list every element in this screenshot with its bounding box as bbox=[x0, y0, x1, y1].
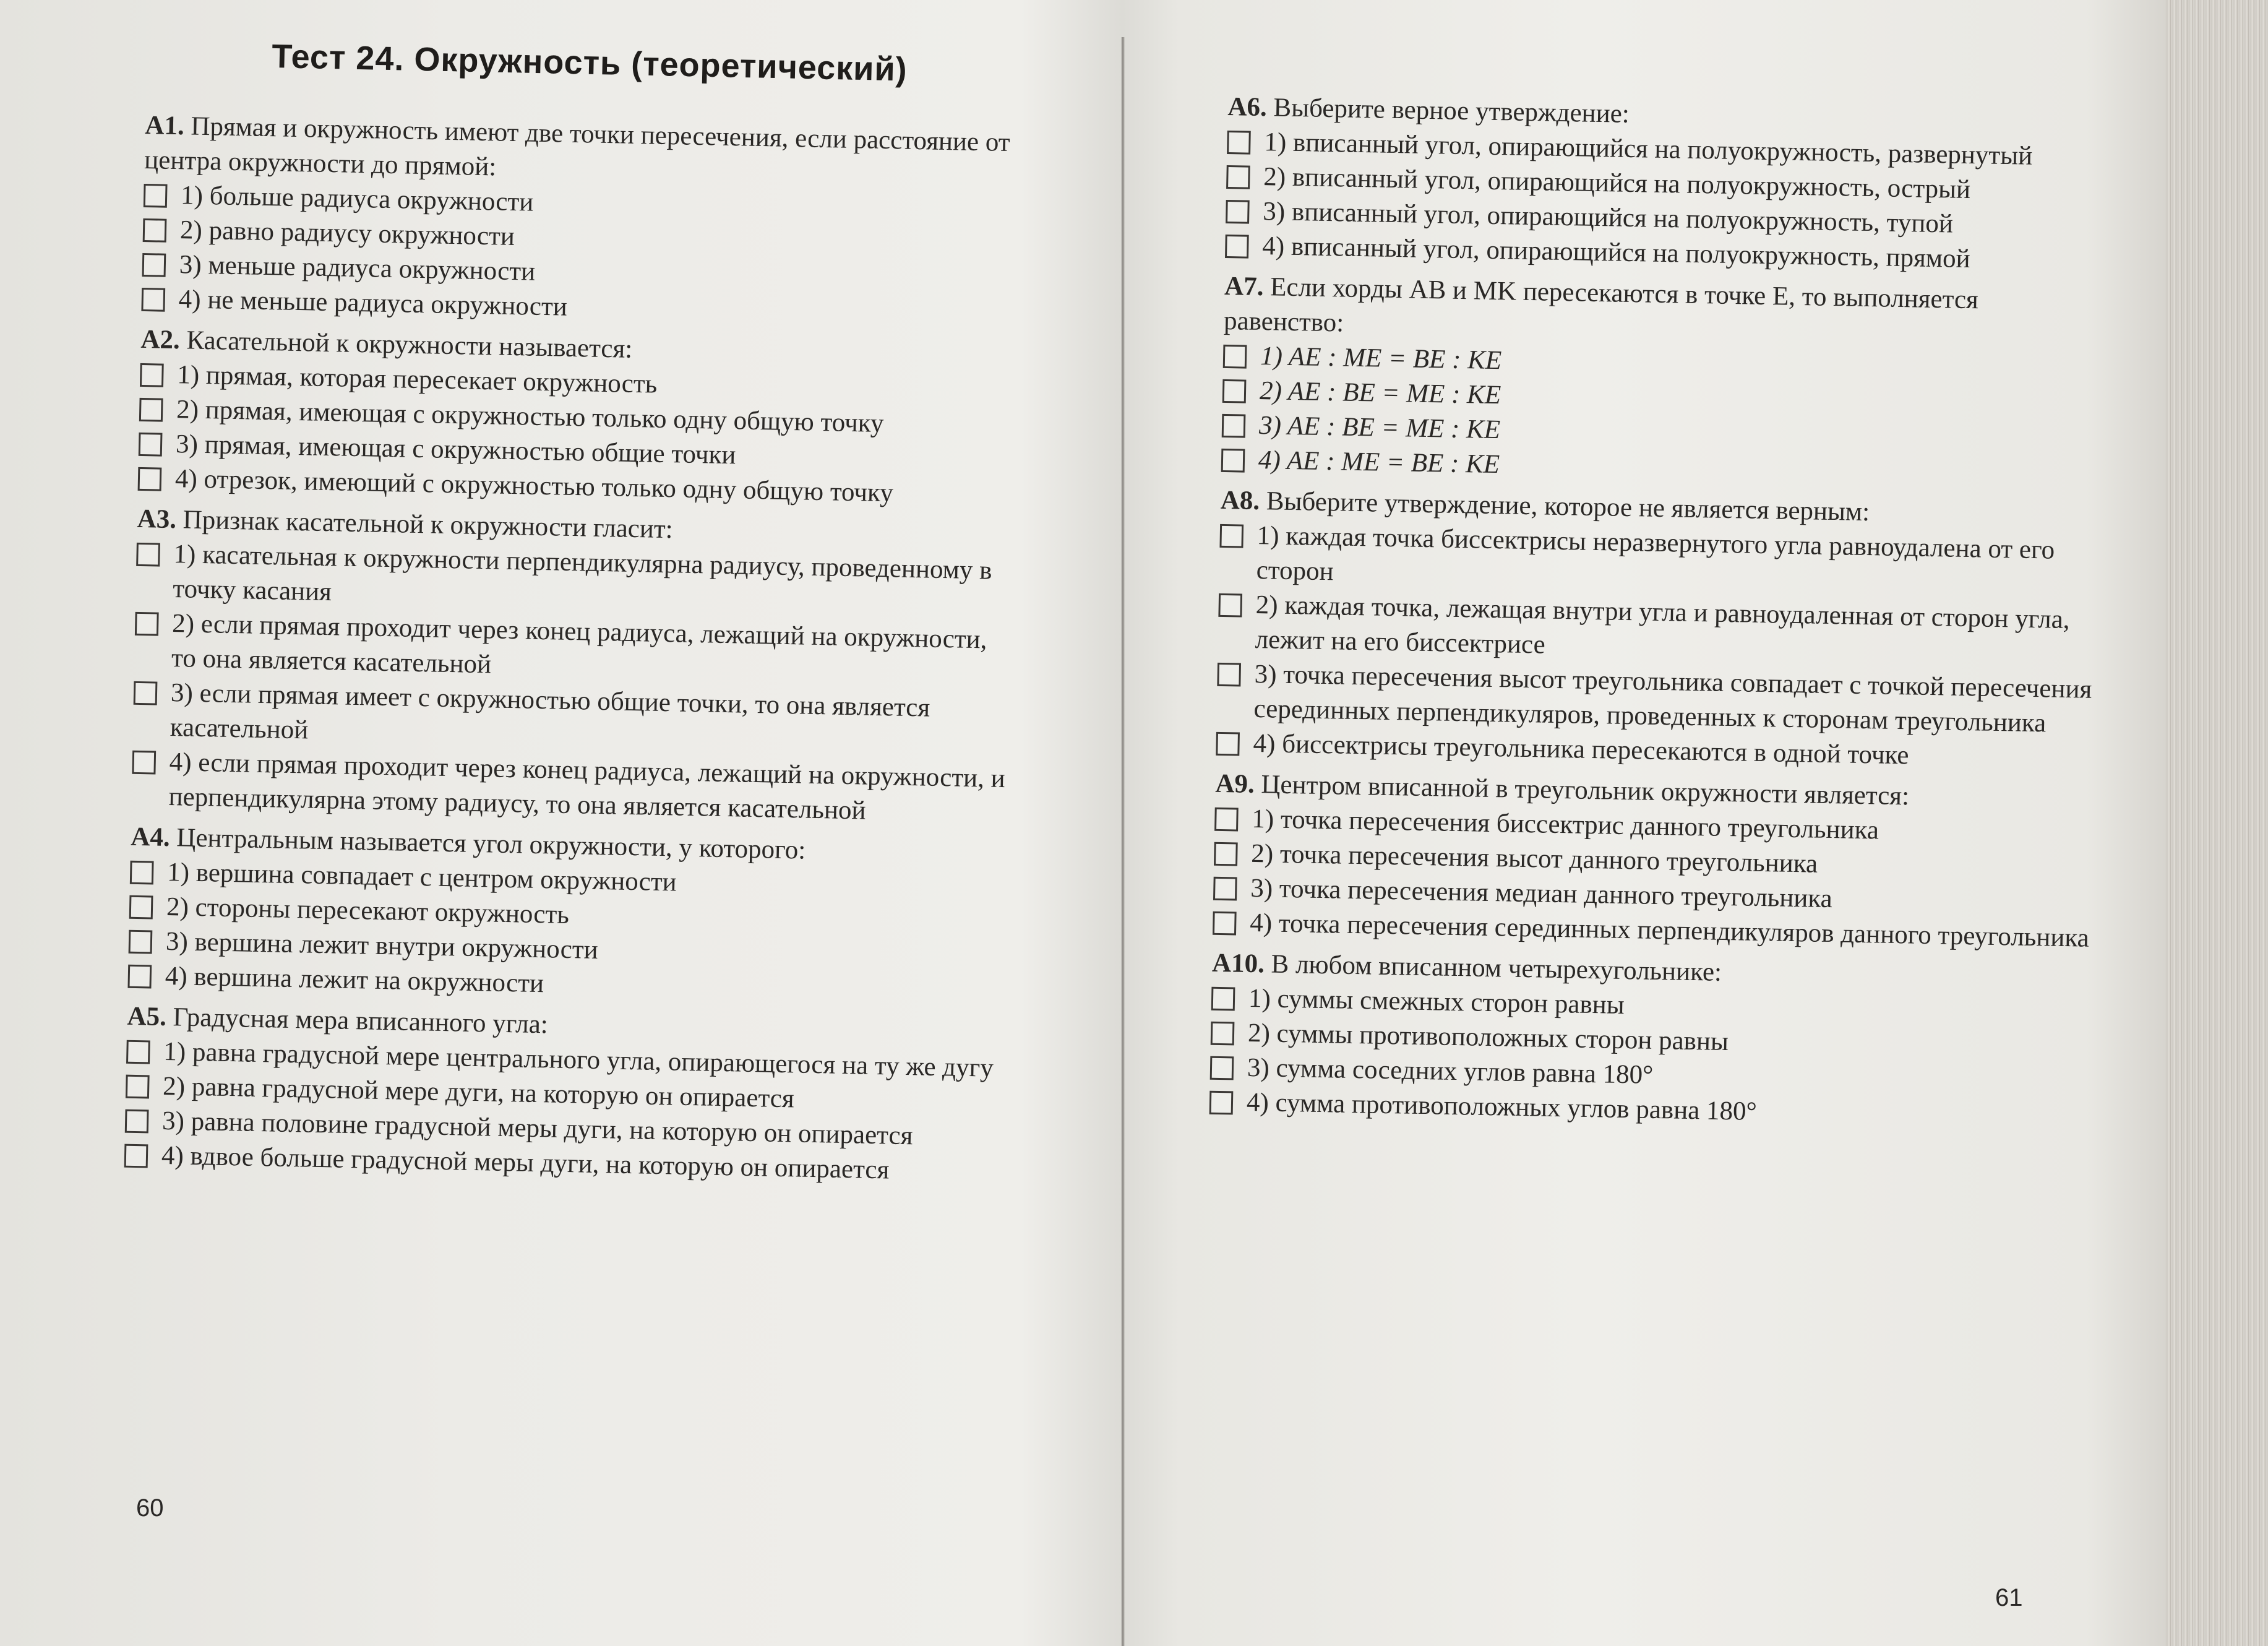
answer-checkbox[interactable] bbox=[1209, 1091, 1234, 1115]
answer-checkbox[interactable] bbox=[132, 751, 156, 775]
question-stem: Касательной к окружности называется: bbox=[186, 325, 633, 364]
answer-option-text: 4) биссектрисы треугольника пересекаются в одной точке bbox=[1253, 728, 1909, 770]
answer-checkbox[interactable] bbox=[139, 398, 163, 422]
answer-option-text: 2) прямая, имеющая с окружностью только одну общую точку bbox=[176, 395, 885, 439]
answer-option-text: 3) равна половине градусной меры дуги, на которую он опирается bbox=[161, 1106, 913, 1151]
answer-checkbox[interactable] bbox=[1213, 911, 1237, 936]
answer-checkbox[interactable] bbox=[1219, 524, 1244, 548]
answer-checkbox[interactable] bbox=[129, 930, 153, 954]
answer-option-text: 2) равна градусной мере дуги, на которую он опирается bbox=[162, 1071, 795, 1114]
answer-option-text: 4) отрезок, имеющий с окружностью только одну общую точку bbox=[174, 464, 894, 508]
question-number: А2. bbox=[140, 324, 181, 355]
answer-checkbox[interactable] bbox=[1227, 131, 1251, 155]
answer-checkbox[interactable] bbox=[1211, 987, 1235, 1011]
question-stem: В любом вписанном четырехугольнике: bbox=[1271, 949, 1722, 987]
answer-option-text: 1) равна градусной мере центрального угла, опирающегося на ту же дугу bbox=[163, 1036, 994, 1083]
answer-checkbox[interactable] bbox=[138, 467, 162, 491]
answer-checkbox[interactable] bbox=[126, 1075, 150, 1099]
test-title: Тест 24. Окружность (теоретический) bbox=[271, 37, 908, 88]
book-fold bbox=[1121, 37, 1125, 1646]
answer-checkbox[interactable] bbox=[1226, 200, 1250, 224]
answer-checkbox[interactable] bbox=[1216, 732, 1240, 756]
left-page bbox=[0, 0, 1120, 1646]
answer-checkbox[interactable] bbox=[142, 253, 166, 277]
answer-option-text: 3) точка пересечения высот треугольника совпадает с точкой пересечения серединных перпендикуляров, проведенных к сторонам треугольника bbox=[1253, 659, 2092, 738]
answer-checkbox[interactable] bbox=[139, 433, 163, 457]
question-stem: Градусная мера вписанного угла: bbox=[173, 1002, 549, 1040]
answer-checkbox[interactable] bbox=[126, 1040, 150, 1064]
question-2 bbox=[137, 322, 1019, 513]
question-number: А5. bbox=[127, 1001, 167, 1032]
answer-checkbox[interactable] bbox=[1225, 235, 1249, 259]
question-1 bbox=[141, 108, 1023, 334]
page-number-left: 60 bbox=[136, 1494, 164, 1522]
question-10 bbox=[1209, 946, 2091, 1135]
right-question-column bbox=[1209, 90, 2106, 1142]
answer-checkbox[interactable] bbox=[1213, 877, 1237, 901]
question-number: А8. bbox=[1220, 485, 1260, 516]
answer-checkbox[interactable] bbox=[124, 1144, 148, 1168]
answer-checkbox[interactable] bbox=[1210, 1056, 1234, 1080]
question-3 bbox=[131, 502, 1016, 831]
question-5 bbox=[124, 999, 1005, 1190]
answer-option-text: 4) AE : ME = BE : KE bbox=[1258, 446, 1500, 480]
answer-option-text: 1) касательная к окружности перпендикулярна радиусу, проведенному в точку касания bbox=[172, 540, 992, 607]
answer-checkbox[interactable] bbox=[125, 1110, 149, 1134]
left-question-column bbox=[124, 108, 1023, 1196]
answer-option-text: 3) вершина лежит внутри окружности bbox=[165, 926, 599, 965]
answer-option-text: 2) суммы противоположных сторон равны bbox=[1247, 1018, 1729, 1057]
question-8 bbox=[1216, 483, 2099, 777]
question-stem: Прямая и окружность имеют две точки пересечения, если расстояние от центра окружности до прямой: bbox=[144, 111, 1011, 182]
answer-option-text: 4) вершина лежит на окружности bbox=[165, 961, 544, 999]
answer-checkbox[interactable] bbox=[130, 861, 154, 885]
question-stem: Выберите верное утверждение: bbox=[1273, 93, 1630, 129]
question-number: А4. bbox=[130, 822, 171, 853]
answer-option-text: 4) сумма противоположных углов равна 180° bbox=[1246, 1087, 1758, 1126]
answer-checkbox[interactable] bbox=[1222, 379, 1247, 403]
answer-checkbox[interactable] bbox=[140, 363, 164, 387]
answer-checkbox[interactable] bbox=[129, 895, 153, 920]
answer-checkbox[interactable] bbox=[1214, 842, 1238, 866]
question-number: А9. bbox=[1215, 769, 1255, 799]
question-4 bbox=[127, 820, 1009, 1010]
question-stem: Признак касательной к окружности гласит: bbox=[183, 505, 674, 545]
answer-option-text: 2) равно радиусу окружности bbox=[179, 215, 515, 252]
answer-checkbox[interactable] bbox=[1211, 1022, 1235, 1046]
question-stem: Выберите утверждение, которое не является верным: bbox=[1266, 486, 1870, 527]
question-number: А3. bbox=[137, 504, 177, 535]
answer-option-text: 3) если прямая имеет с окружностью общие точки, то она является касательной bbox=[170, 678, 930, 745]
answer-option-text: 4) если прямая проходит через конец радиуса, лежащий на окружности, и перпендикулярна этому радиусу, то она является касательной bbox=[168, 747, 1006, 825]
question-stem: Центром вписанной в треугольник окружности является: bbox=[1261, 770, 1910, 811]
answer-option-text: 2) вписанный угол, опирающийся на полуокружность, острый bbox=[1263, 162, 1971, 205]
answer-checkbox[interactable] bbox=[134, 681, 158, 705]
answer-option-text: 1) вершина совпадает с центром окружности bbox=[166, 857, 677, 897]
answer-option-text: 1) AE : ME = BE : KE bbox=[1260, 342, 1502, 376]
answer-option-text: 2) точка пересечения высот данного треугольника bbox=[1250, 838, 1818, 879]
answer-option-text: 1) вписанный угол, опирающийся на полуокружность, развернутый bbox=[1264, 127, 2033, 171]
question-7 bbox=[1221, 269, 2103, 493]
answer-option-text: 3) меньше радиуса окружности bbox=[179, 250, 536, 287]
answer-option-text: 4) вписанный угол, опирающийся на полуокружность, прямой bbox=[1261, 231, 1971, 274]
answer-option-text: 1) прямая, которая пересекает окружность bbox=[176, 360, 658, 399]
answer-option-text: 1) каждая точка биссектрисы неразвернутого угла равноудалена от его сторон bbox=[1256, 520, 2055, 587]
question-6 bbox=[1225, 90, 2107, 279]
answer-checkbox[interactable] bbox=[1221, 449, 1245, 473]
answer-option-text: 3) вписанный угол, опирающийся на полуокружность, тупой bbox=[1262, 197, 1954, 239]
answer-option-text: 3) AE : BE = ME : KE bbox=[1258, 411, 1501, 445]
answer-option-text: 4) вдвое больше градусной меры дуги, на которую он опирается bbox=[161, 1140, 890, 1185]
question-9 bbox=[1213, 767, 2094, 956]
page-edges bbox=[2165, 0, 2268, 1646]
answer-checkbox[interactable] bbox=[135, 612, 159, 636]
answer-checkbox[interactable] bbox=[141, 288, 165, 312]
answer-option-text: 2) если прямая проходит через конец радиуса, лежащий на окружности, то она является касательной bbox=[171, 609, 987, 679]
answer-checkbox[interactable] bbox=[144, 184, 168, 208]
answer-checkbox[interactable] bbox=[1226, 165, 1250, 189]
answer-option-text: 1) точка пересечения биссектрис данного треугольника bbox=[1251, 804, 1879, 845]
question-number: А7. bbox=[1224, 271, 1264, 302]
answer-option-text: 2) каждая точка, лежащая внутри угла и равноудаленная от сторон угла, лежит на его биссектрисе bbox=[1255, 590, 2070, 660]
answer-option-text: 1) больше радиуса окружности bbox=[180, 181, 534, 217]
answer-option-text: 2) AE : BE = ME : KE bbox=[1259, 376, 1501, 410]
answer-checkbox[interactable] bbox=[1214, 808, 1239, 832]
answer-option-text: 3) сумма соседних углов равна 180° bbox=[1247, 1053, 1654, 1090]
question-stem: Центральным называется угол окружности, у которого: bbox=[176, 823, 806, 865]
answer-checkbox[interactable] bbox=[127, 965, 152, 989]
question-number: А10. bbox=[1211, 948, 1265, 979]
answer-option-text: 3) прямая, имеющая с окружностью общие точки bbox=[175, 429, 736, 470]
answer-option-text: 1) суммы смежных сторон равны bbox=[1248, 983, 1625, 1020]
right-page bbox=[1126, 0, 2178, 1646]
page-number-right: 61 bbox=[1995, 1584, 2023, 1611]
answer-checkbox[interactable] bbox=[1218, 593, 1242, 618]
answer-checkbox[interactable] bbox=[136, 543, 160, 567]
answer-checkbox[interactable] bbox=[1223, 345, 1247, 369]
answer-option-text: 4) точка пересечения серединных перпендикуляров данного треугольника bbox=[1249, 908, 2090, 953]
answer-option-text: 2) стороны пересекают окружность bbox=[166, 892, 570, 930]
answer-option-text: 4) не меньше радиуса окружности bbox=[178, 285, 568, 322]
question-number: А6. bbox=[1227, 92, 1268, 123]
answer-option-text: 3) точка пересечения медиан данного треугольника bbox=[1250, 873, 1833, 914]
answer-checkbox[interactable] bbox=[1217, 663, 1241, 687]
answer-checkbox[interactable] bbox=[1222, 414, 1246, 438]
question-number: А1. bbox=[144, 110, 185, 141]
question-stem: Если хорды AB и MK пересекаются в точке E, то выполняется равенство: bbox=[1223, 272, 1979, 338]
answer-checkbox[interactable] bbox=[143, 218, 167, 243]
